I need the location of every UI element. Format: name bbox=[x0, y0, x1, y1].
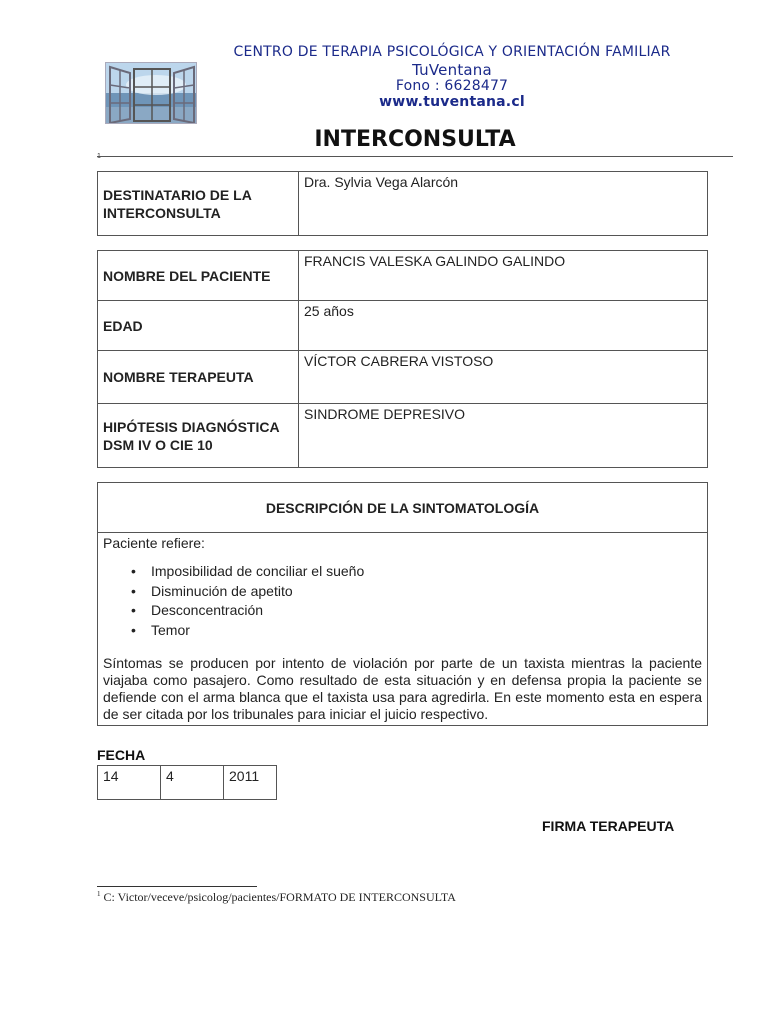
symptoms-body bbox=[98, 533, 708, 726]
recipient-value: Dra. Sylvia Vega Alarcón bbox=[299, 172, 708, 236]
symptoms-paragraph: Síntomas se producen por intento de violación por parte de un taxista mientras la paciente viajaba como pasajero. Como resultado de esta situación y en defensa propia la paciente se defiende con el arma blanca que el taxista usa para agredirla. En este momento esta en espera de ser citada por los tribunales para iniciar el juicio respectivo. bbox=[103, 655, 702, 722]
title-rule bbox=[97, 156, 733, 157]
list-item: • Imposibilidad de conciliar el sueño bbox=[151, 562, 702, 582]
patient-name-label: NOMBRE DEL PACIENTE bbox=[98, 251, 299, 301]
table-row bbox=[98, 351, 708, 404]
date-day: 14 bbox=[98, 766, 161, 800]
date-label: FECHA bbox=[97, 747, 146, 763]
recipient-label: DESTINATARIO DE LA INTERCONSULTA bbox=[98, 172, 299, 236]
phone-number: Fono : 6628477 bbox=[395, 78, 509, 94]
window-logo-icon bbox=[106, 63, 197, 124]
diagnosis-label: HIPÓTESIS DIAGNÓSTICA DSM IV O CIE 10 bbox=[98, 404, 299, 468]
footnote bbox=[97, 890, 456, 905]
therapist-value: VÍCTOR CABRERA VISTOSO bbox=[299, 351, 708, 404]
diagnosis-value: SINDROME DEPRESIVO bbox=[299, 404, 708, 468]
symptoms-table bbox=[97, 482, 708, 726]
therapist-label: NOMBRE TERAPEUTA bbox=[98, 351, 299, 404]
symptoms-intro: Paciente refiere: bbox=[103, 535, 205, 551]
page-title: INTERCONSULTA bbox=[314, 127, 516, 152]
footnote-text: C: Victor/veceve/psicolog/pacientes/FORMATO DE INTERCONSULTA bbox=[100, 890, 456, 904]
website-url: www.tuventana.cl bbox=[379, 94, 525, 110]
brand-name: TuVentana bbox=[412, 61, 492, 79]
date-month: 4 bbox=[161, 766, 224, 800]
date-table bbox=[97, 765, 277, 800]
symptoms-heading: DESCRIPCIÓN DE LA SINTOMATOLOGÍA bbox=[98, 483, 708, 533]
footnote-number: 1 bbox=[97, 890, 101, 898]
org-name: CENTRO DE TERAPIA PSICOLÓGICA Y ORIENTACIÓN FAMILIAR bbox=[233, 44, 671, 60]
list-item: • Desconcentración bbox=[151, 601, 702, 621]
footnote-rule bbox=[97, 886, 257, 887]
signature-label: FIRMA TERAPEUTA bbox=[542, 818, 675, 834]
patient-info-table bbox=[97, 250, 708, 468]
age-value: 25 años bbox=[299, 301, 708, 351]
patient-name-value: FRANCIS VALESKA GALINDO GALINDO bbox=[299, 251, 708, 301]
table-row bbox=[98, 251, 708, 301]
symptoms-list bbox=[103, 562, 702, 640]
age-label: EDAD bbox=[98, 301, 299, 351]
table-row bbox=[98, 301, 708, 351]
recipient-table bbox=[97, 171, 708, 236]
date-year: 2011 bbox=[224, 766, 277, 800]
list-item: • Temor bbox=[151, 621, 702, 641]
window-logo bbox=[105, 62, 197, 124]
list-item: • Disminución de apetito bbox=[151, 582, 702, 602]
table-row bbox=[98, 404, 708, 468]
